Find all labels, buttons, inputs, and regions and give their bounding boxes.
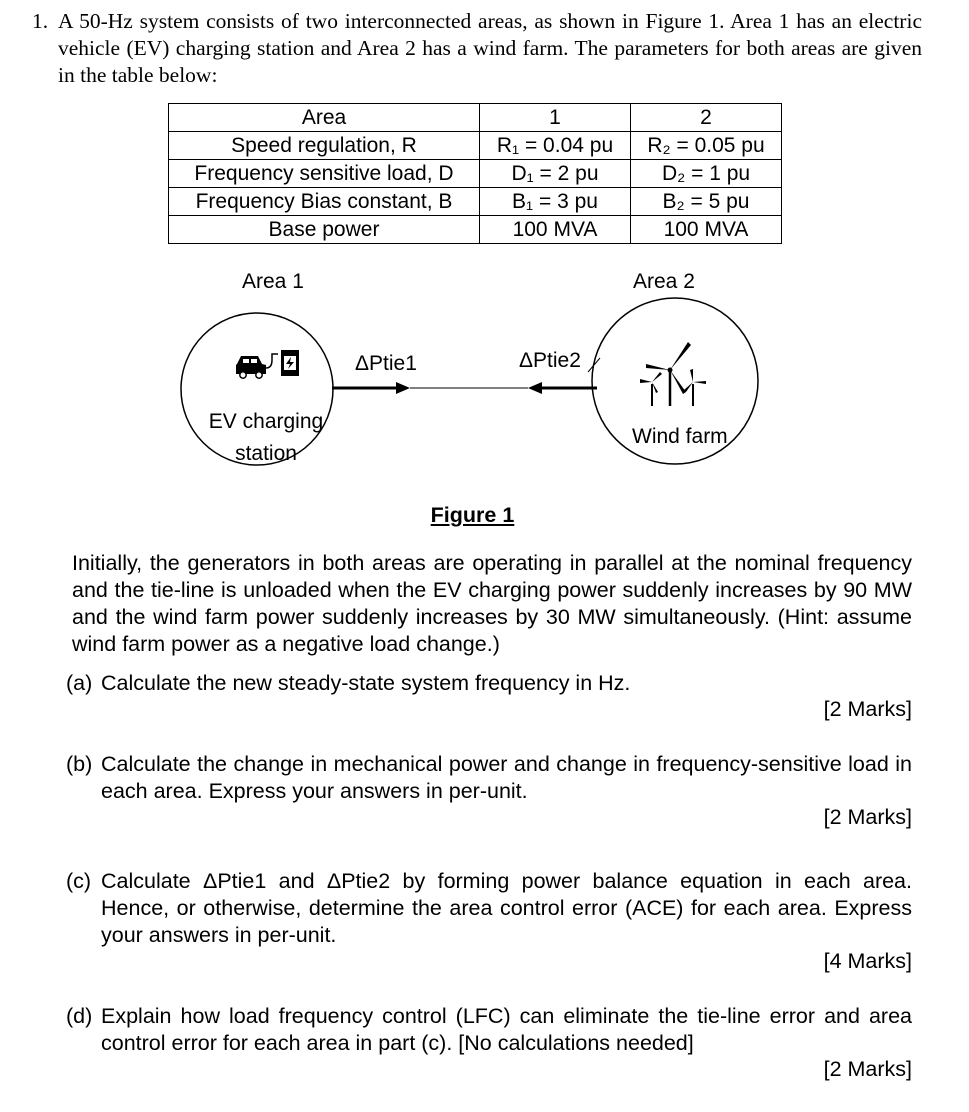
table-cell: Frequency sensitive load, D [169,160,480,188]
part-text: Calculate ΔPtie1 and ΔPtie2 by forming power balance equation in each area. Hence, or otherwise, determine the area control error (ACE) for each area. Express your answers in per-unit. [101,869,912,947]
part-b-marks: [2 Marks] [823,805,912,829]
ev-label-line1: EV charging [208,410,324,433]
part-text: Calculate the new steady-state system frequency in Hz. [101,671,631,695]
part-c-marks: [4 Marks] [823,949,912,973]
part-a [66,670,912,697]
table-cell: 100 MVA [631,216,782,244]
table-cell: R₂ = 0.05 pu [631,132,782,160]
table-cell: Speed regulation, R [169,132,480,160]
area1-label: Area 1 [242,270,304,293]
ptie1-label: ΔPtie1 [355,352,417,375]
part-label: (a) [66,671,93,695]
part-label: (b) [66,752,93,776]
table-cell: B₁ = 3 pu [480,188,631,216]
part-label: (c) [66,869,92,893]
question-intro-text: A 50-Hz system consists of two interconnected areas, as shown in Figure 1. Area 1 has an electric vehicle (EV) charging station and Area 2 has a wind farm. The parameters for both areas are given in the table below: [58,9,922,87]
part-a-marks: [2 Marks] [823,697,912,721]
ptie2-arrow [528,382,597,394]
figure-caption: Figure 1 [430,503,515,527]
figure-diagram [0,0,969,530]
table-cell: Frequency Bias constant, B [169,188,480,216]
part-d-marks: [2 Marks] [823,1057,912,1081]
table-cell: Base power [169,216,480,244]
part-b [66,751,912,805]
ptie1-arrow [332,382,410,394]
ev-label-line2: station [235,442,297,465]
part-text: Calculate the change in mechanical power and change in frequency-sensitive load in each area. Express your answers in per-unit. [101,752,912,803]
wind-farm-label: Wind farm [632,425,728,448]
ev-charger-icon [281,350,299,376]
table-cell: R₁ = 0.04 pu [480,132,631,160]
scenario-paragraph: Initially, the generators in both areas are operating in parallel at the nominal frequency and the tie-line is unloaded when the EV charging power suddenly increases by 90 MW and the wind farm power suddenly increases by 30 MW simultaneously. (Hint: assume wind farm power as a negative load change.) [72,551,912,656]
part-d [66,1003,912,1057]
area2-label: Area 2 [633,270,695,293]
question-number: 1. [32,9,49,33]
table-header-cell: 2 [631,104,782,132]
ev-station-label [192,406,340,470]
table-header-cell: Area [169,104,480,132]
table-cell: D₁ = 2 pu [480,160,631,188]
wind-turbine-icon [640,342,706,406]
part-label: (d) [66,1004,93,1028]
table-cell: B₂ = 5 pu [631,188,782,216]
part-text: Explain how load frequency control (LFC) can eliminate the tie-line error and area control error for each area in part (c). [No calculations needed] [101,1004,912,1055]
ev-car-icon [236,356,266,378]
table-header-cell: 1 [480,104,631,132]
ptie2-label: ΔPtie2 [519,349,581,372]
part-c [66,868,912,949]
table-cell: 100 MVA [480,216,631,244]
table-cell: D₂ = 1 pu [631,160,782,188]
charging-cable-icon [266,354,278,368]
